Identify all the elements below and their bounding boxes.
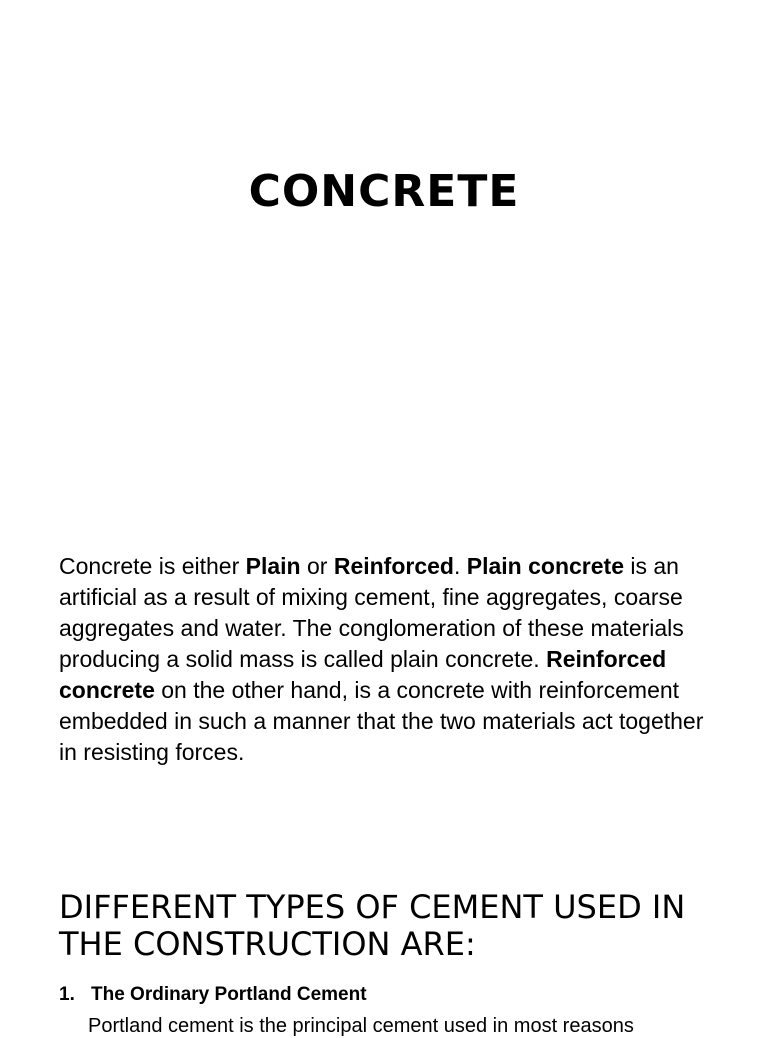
- list-item-label: The Ordinary Portland Cement: [91, 984, 367, 1005]
- intro-paragraph: [59, 551, 719, 768]
- paragraph-bold-reinforced: Reinforced: [333, 553, 454, 579]
- list-item-description: Portland cement is the principal cement used in most reasons: [88, 1015, 634, 1037]
- list-item-number: 1.: [59, 984, 75, 1005]
- list-item: [59, 983, 749, 1007]
- section-heading: DIFFERENT TYPES OF CEMENT USED IN THE CONSTRUCTION ARE:: [59, 888, 686, 963]
- paragraph-text: Concrete is either: [59, 553, 246, 579]
- paragraph-text: on the other hand, is a concrete with reinforcement embedded in such a manner that the two materials act together in resisting forces.: [59, 677, 704, 765]
- document-title: CONCRETE: [248, 166, 520, 217]
- paragraph-bold-reinforced-concrete: Reinforced concrete: [59, 646, 667, 703]
- paragraph-bold-plain-concrete: Plain concrete: [466, 553, 624, 579]
- paragraph-text: is an artificial as a result of mixing cement, fine aggregates, coarse aggregates and water. The conglomeration of these materials producing a solid mass is called plain concrete.: [59, 553, 684, 672]
- cement-types-list: [59, 983, 749, 1007]
- paragraph-text: or: [300, 553, 334, 579]
- paragraph-text: .: [453, 553, 467, 579]
- paragraph-bold-plain: Plain: [245, 553, 301, 579]
